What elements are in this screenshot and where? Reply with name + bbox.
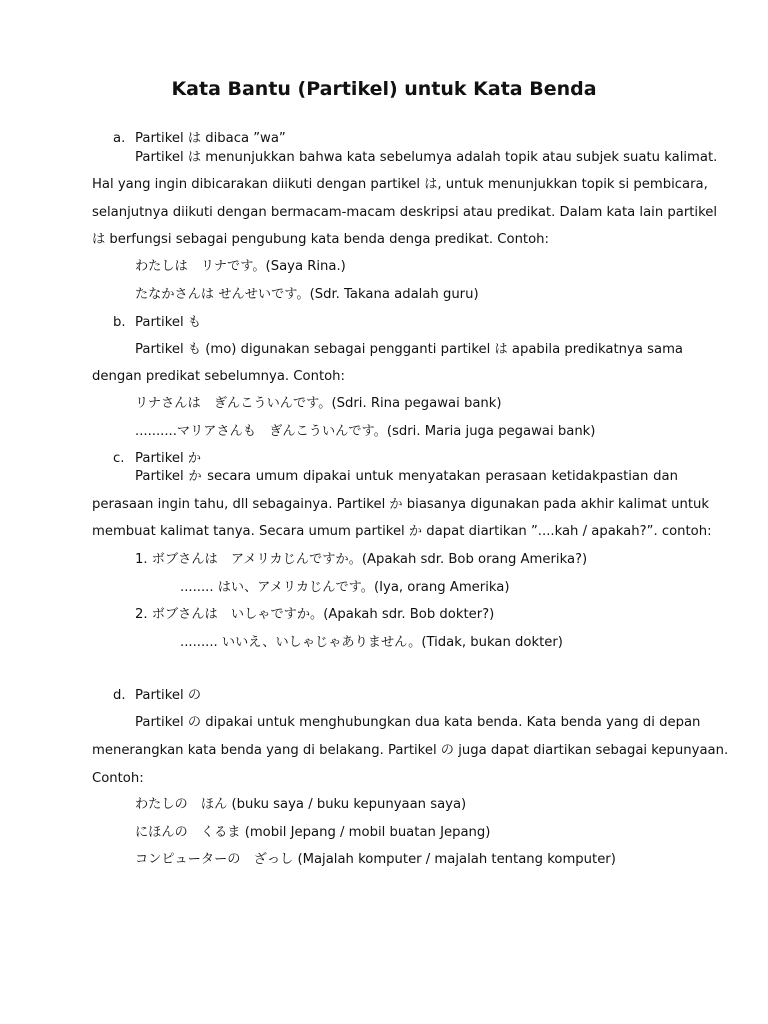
text-line-c-p3: membuat kalimat tanya. Secara umum partikel か dapat diartikan ”....kah / apakah?”. contoh: bbox=[92, 524, 712, 539]
text-line-a-heading: Partikel は dibaca ”wa” bbox=[135, 131, 286, 146]
text-line-a-label: a. bbox=[113, 131, 126, 146]
text-line-a-p1: Partikel は menunjukkan bahwa kata sebelumya adalah topik atau subjek suatu kalimat. bbox=[135, 150, 718, 165]
text-line-c-p2: perasaan ingin tahu, dll sebagainya. Partikel か biasanya digunakan pada akhir kalimat untuk bbox=[92, 497, 709, 512]
page-title: Kata Bantu (Partikel) untuk Kata Benda bbox=[171, 78, 597, 100]
text-line-c-ex1: 1. ボブさんは アメリカじんですか。(Apakah sdr. Bob orang Amerika?) bbox=[135, 552, 588, 567]
text-line-b-ex1: リナさんは ぎんこういんです。(Sdri. Rina pegawai bank) bbox=[135, 396, 502, 411]
text-line-d-ex1: わたしの ほん (buku saya / buku kepunyaan saya) bbox=[135, 797, 467, 812]
text-line-d-label: d. bbox=[113, 688, 126, 703]
text-line-d-p3: Contoh: bbox=[92, 771, 144, 786]
text-line-a-ex1: わたしは リナです。(Saya Rina.) bbox=[135, 259, 346, 274]
text-line-d-p1: Partikel の dipakai untuk menghubungkan dua kata benda. Kata benda yang di depan bbox=[135, 715, 701, 730]
text-line-a-ex2: たなかさんは せんせいです。(Sdr. Takana adalah guru) bbox=[135, 287, 479, 302]
text-line-c-ex2-ans: ......... いいえ、いしゃじゃありません。(Tidak, bukan dokter) bbox=[180, 635, 563, 650]
text-line-c-label: c. bbox=[113, 451, 125, 466]
text-line-d-ex3: コンピューターの ざっし (Majalah komputer / majalah tentang komputer) bbox=[135, 852, 616, 867]
text-line-b-label: b. bbox=[113, 315, 126, 330]
text-line-b-p1: Partikel も (mo) digunakan sebagai pengganti partikel は apabila predikatnya sama bbox=[135, 342, 683, 357]
text-line-b-ex2: ..........マリアさんも ぎんこういんです。(sdri. Maria juga pegawai bank) bbox=[135, 424, 596, 439]
text-line-a-p4: は berfungsi sebagai pengubung kata benda denga predikat. Contoh: bbox=[92, 232, 549, 247]
text-line-d-heading: Partikel の bbox=[135, 688, 202, 703]
text-line-c-p1: Partikel か secara umum dipakai untuk menyatakan perasaan ketidakpastian dan bbox=[135, 469, 678, 484]
text-line-d-p2: menerangkan kata benda yang di belakang. Partikel の juga dapat diartikan sebagai kepunyaan. bbox=[92, 743, 729, 758]
text-line-b-p2: dengan predikat sebelumnya. Contoh: bbox=[92, 369, 345, 384]
text-line-c-ex1-ans: ........ はい、アメリカじんです。(Iya, orang Amerika) bbox=[180, 580, 510, 595]
text-line-b-heading: Partikel も bbox=[135, 315, 202, 330]
text-line-c-heading: Partikel か bbox=[135, 451, 202, 466]
text-line-a-p2: Hal yang ingin dibicarakan diikuti dengan partikel は, untuk menunjukkan topik si pembicara, bbox=[92, 177, 708, 192]
text-line-d-ex2: にほんの くるま (mobil Jepang / mobil buatan Jepang) bbox=[135, 825, 491, 840]
text-line-a-p3: selanjutnya diikuti dengan bermacam-macam deskripsi atau predikat. Dalam kata lain partikel bbox=[92, 205, 718, 220]
text-line-c-ex2: 2. ボブさんは いしゃですか。(Apakah sdr. Bob dokter?) bbox=[135, 607, 495, 622]
